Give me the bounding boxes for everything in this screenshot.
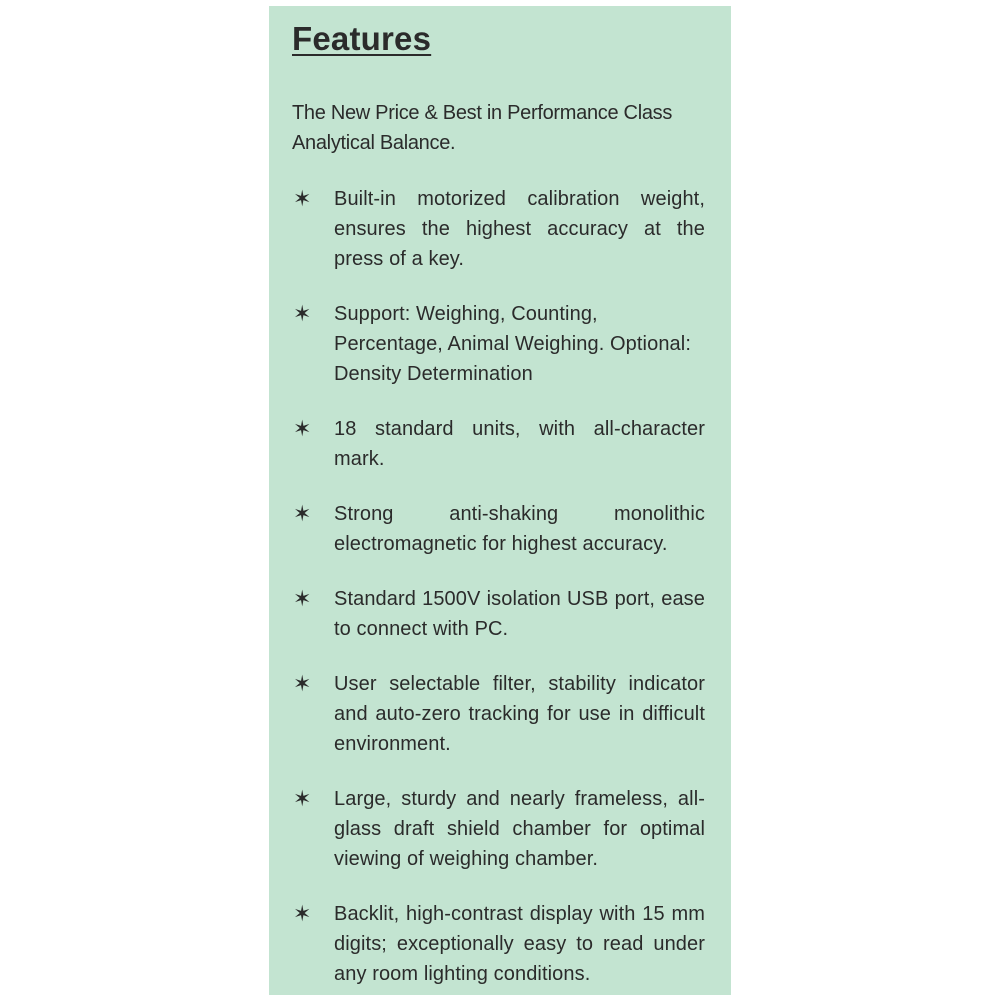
- feature-text: Large, sturdy and nearly frameless, all-glass draft shield chamber for optimal viewing of weighing chamber.: [334, 788, 705, 870]
- feature-text: Support: Weighing, Counting, Percentage, Animal Weighing. Optional: Density Determination: [334, 303, 691, 385]
- star-bullet-icon: ✶: [293, 786, 312, 811]
- feature-item: [292, 499, 705, 559]
- feature-text: Strong anti-shaking monolithic electromagnetic for highest accuracy.: [334, 503, 705, 555]
- feature-text: User selectable filter, stability indicator and auto-zero tracking for use in difficult environment.: [334, 673, 705, 755]
- star-bullet-icon: ✶: [293, 586, 312, 611]
- feature-item: [292, 899, 705, 989]
- feature-item: [292, 669, 705, 759]
- star-bullet-icon: ✶: [293, 671, 312, 696]
- feature-item: [292, 414, 705, 474]
- feature-text: Built-in motorized calibration weight, ensures the highest accuracy at the press of a key.: [334, 188, 705, 270]
- features-title: Features: [292, 20, 432, 57]
- feature-text: 18 standard units, with all-character mark.: [334, 418, 705, 470]
- features-list: [292, 184, 705, 989]
- features-panel: [269, 6, 731, 995]
- feature-item: [292, 584, 705, 644]
- star-bullet-icon: ✶: [293, 186, 312, 211]
- feature-text: Standard 1500V isolation USB port, ease to connect with PC.: [334, 588, 705, 640]
- feature-item: [292, 184, 705, 274]
- intro-text: The New Price & Best in Performance Class Analytical Balance.: [292, 102, 673, 154]
- star-bullet-icon: ✶: [293, 501, 312, 526]
- star-bullet-icon: ✶: [293, 416, 312, 441]
- feature-text: Backlit, high-contrast display with 15 mm digits; exceptionally easy to read under any room lighting conditions.: [334, 903, 705, 985]
- star-bullet-icon: ✶: [293, 301, 312, 326]
- star-bullet-icon: ✶: [293, 901, 312, 926]
- feature-item: [292, 784, 705, 874]
- feature-item: [292, 299, 705, 389]
